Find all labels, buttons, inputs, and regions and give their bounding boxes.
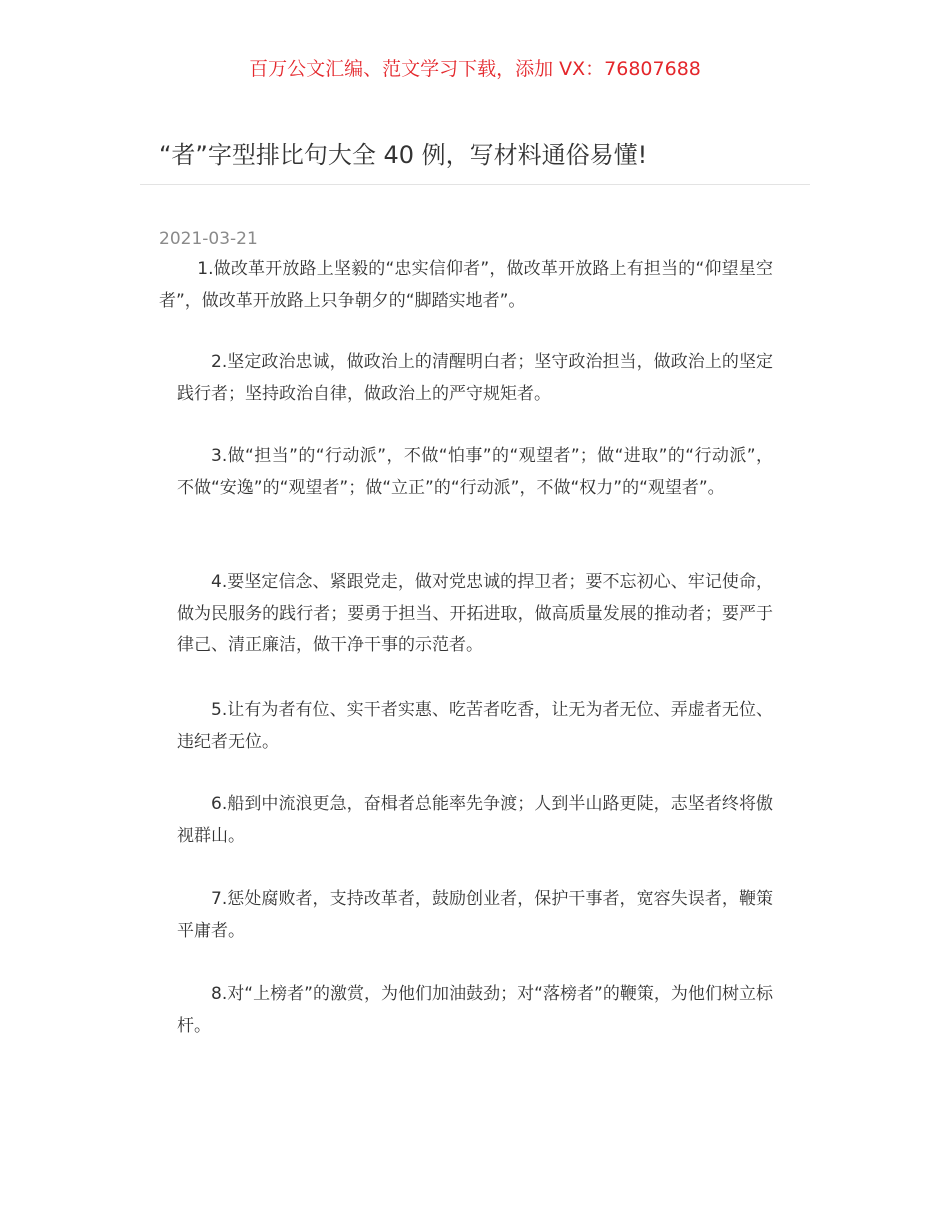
paragraph-7: 7.惩处腐败者，支持改革者，鼓励创业者，保护干事者，宽容失误者，鞭策平庸者。 <box>177 889 773 941</box>
publish-date: 2021-03-21 <box>159 229 258 249</box>
paragraph-6: 6.船到中流浪更急，奋楫者总能率先争渡；人到半山路更陡，志坚者终将傲视群山。 <box>177 794 773 846</box>
article-title: “者”字型排比句大全 40 例，写材料通俗易懂! <box>159 141 648 169</box>
promo-banner: 百万公文汇编、范文学习下载，添加 VX：76807688 <box>249 58 701 80</box>
paragraph-2: 2.坚定政治忠诚，做政治上的清醒明白者；坚守政治担当，做政治上的坚定践行者；坚持政治自律，做政治上的严守规矩者。 <box>177 352 773 404</box>
paragraph-8: 8.对“上榜者”的激赏，为他们加油鼓劲；对“落榜者”的鞭策，为他们树立标杆。 <box>177 984 773 1036</box>
paragraph-1: 1.做改革开放路上坚毅的“忠实信仰者”，做改革开放路上有担当的“仰望星空者”，做改革开放路上只争朝夕的“脚踏实地者”。 <box>159 259 773 311</box>
title-divider <box>140 184 810 185</box>
paragraph-3: 3.做“担当”的“行动派”，不做“怕事”的“观望者”；做“进取”的“行动派”，不做“安逸”的“观望者”；做“立正”的“行动派”，不做“权力”的“观望者”。 <box>177 446 773 498</box>
paragraph-5: 5.让有为者有位、实干者实惠、吃苦者吃香，让无为者无位、弄虚者无位、违纪者无位。 <box>177 700 773 752</box>
paragraph-4: 4.要坚定信念、紧跟党走，做对党忠诚的捍卫者；要不忘初心、牢记使命，做为民服务的践行者；要勇于担当、开拓进取，做高质量发展的推动者；要严于律己、清正廉洁，做干净干事的示范者。 <box>177 572 773 655</box>
